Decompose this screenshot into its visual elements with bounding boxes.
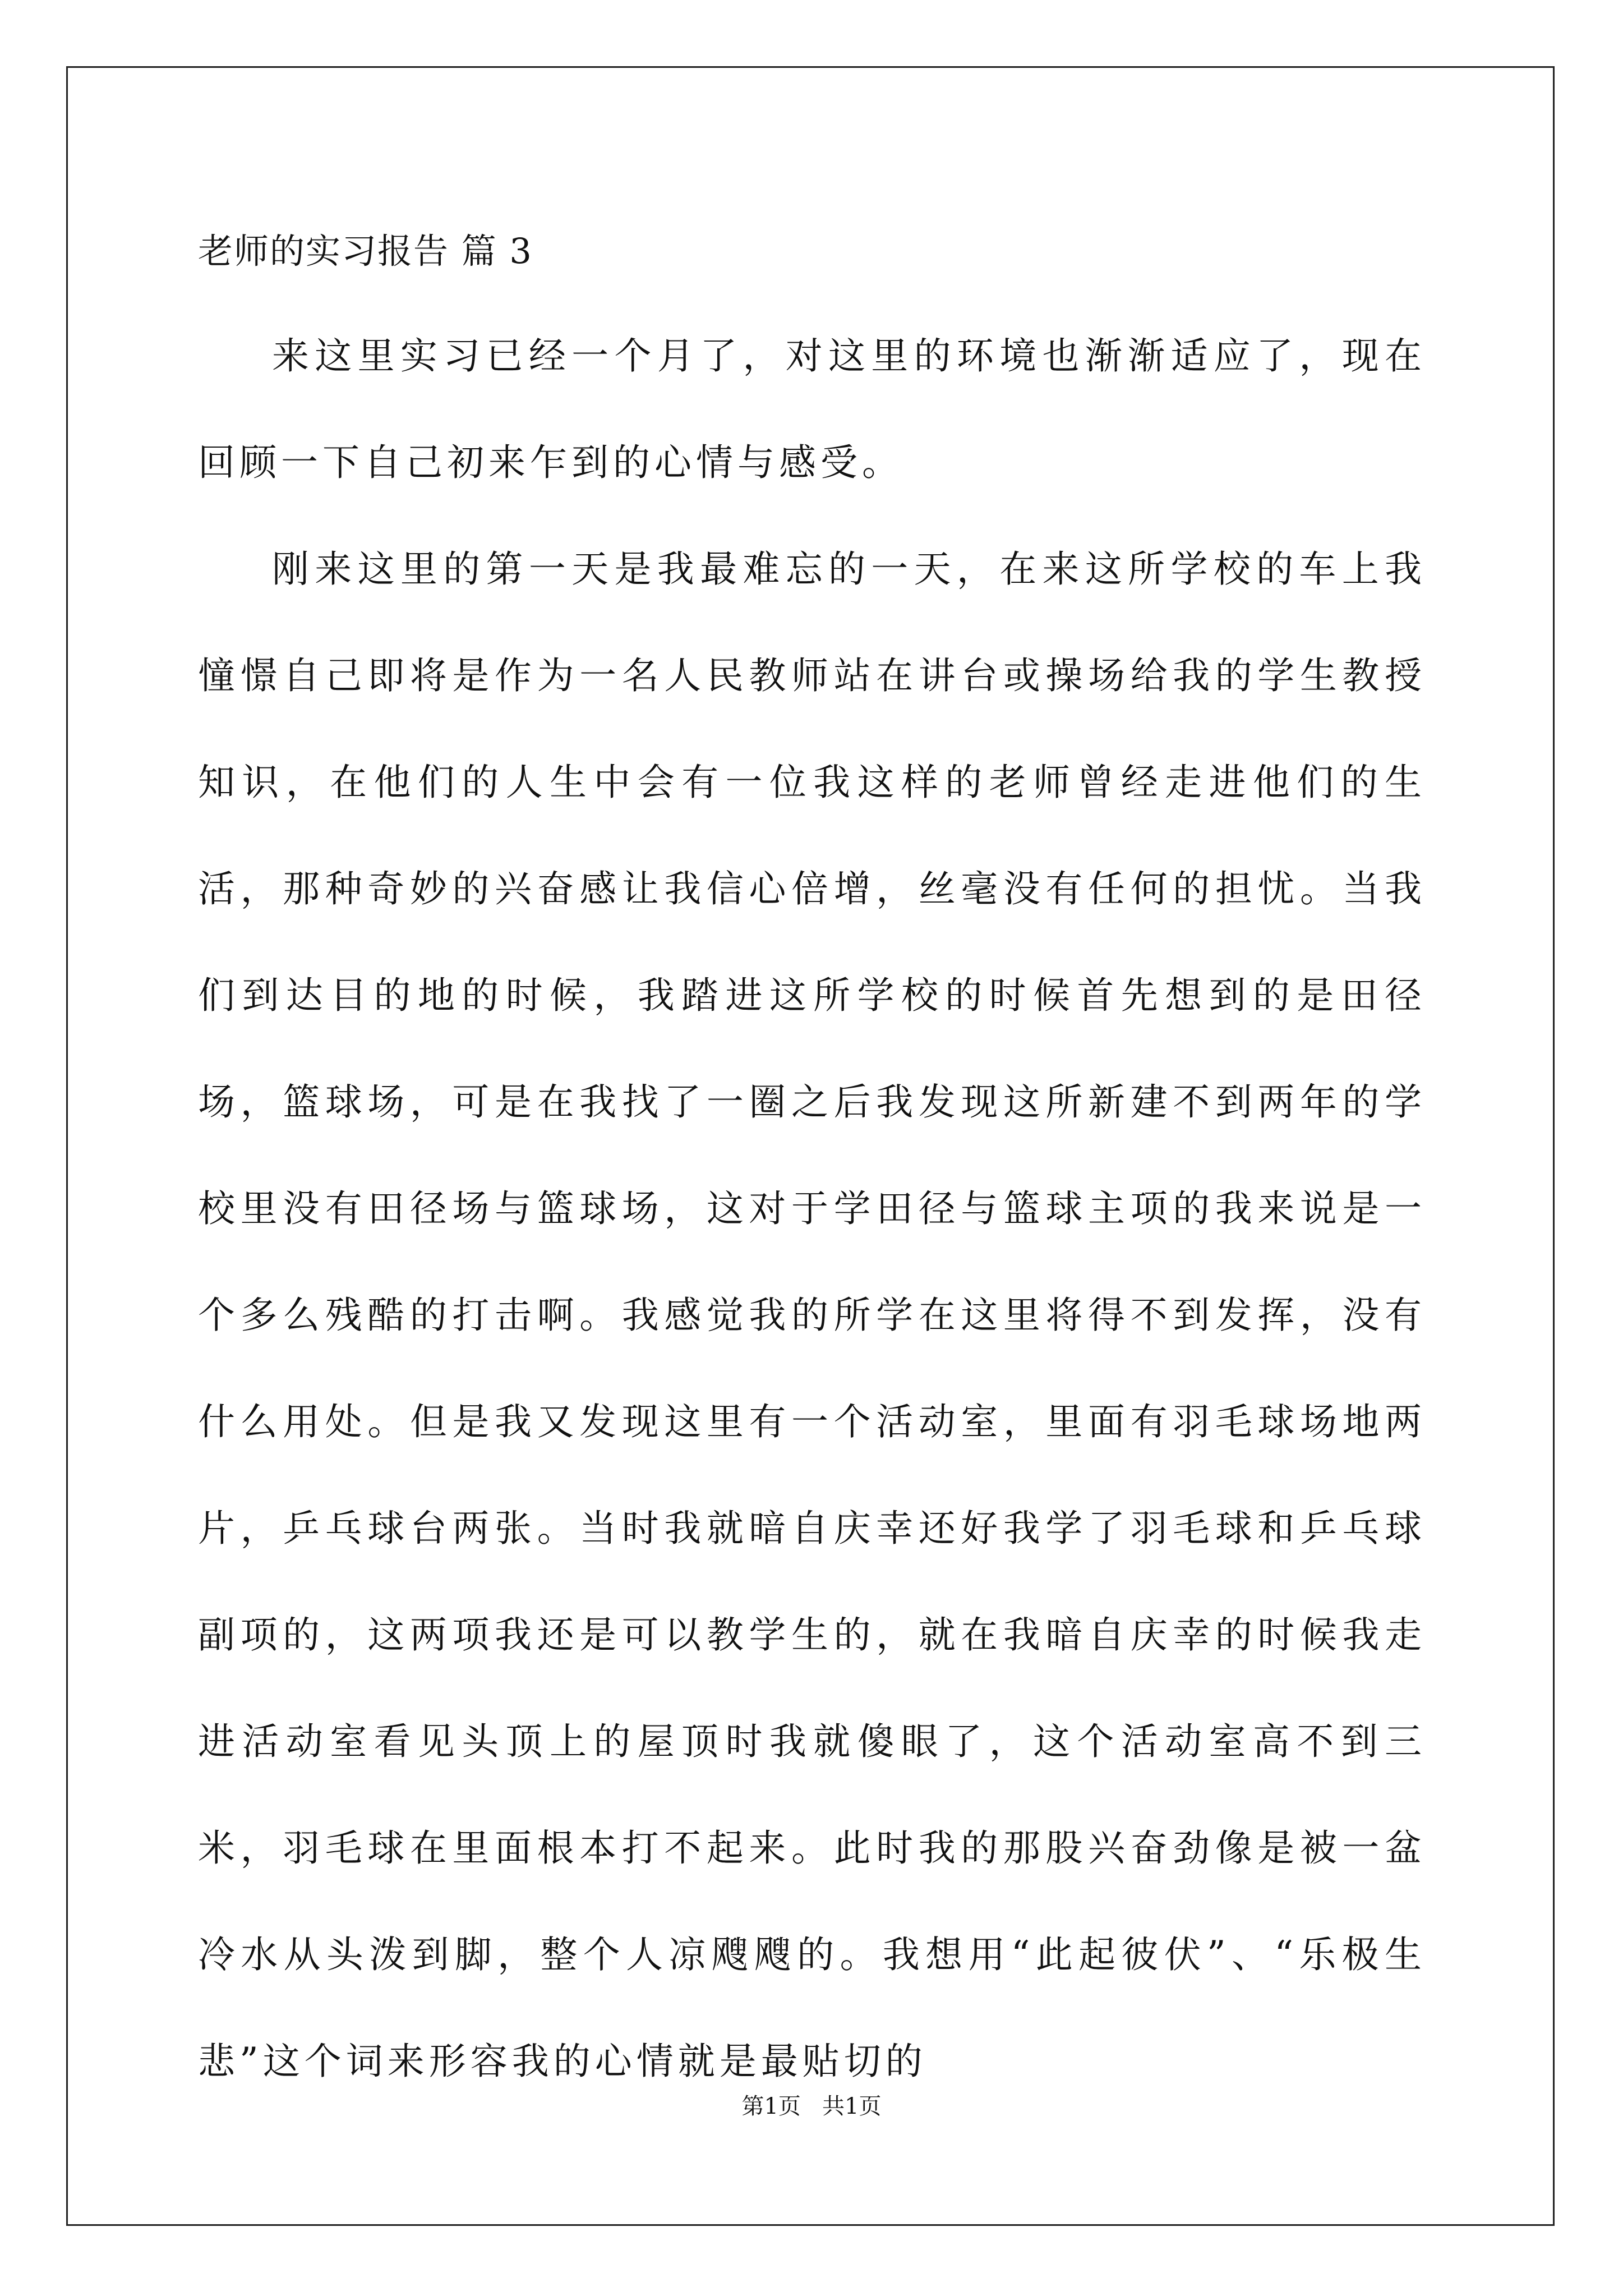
document-body	[198, 303, 1426, 2115]
paragraph-2: 刚来这里的第一天是我最难忘的一天，在来这所学校的车上我憧憬自己即将是作为一名人民教师站在讲台或操场给我的学生教授知识，在他们的人生中会有一位我这样的老师曾经走进他们的生活，那种奇妙的兴奋感让我信心倍增，丝毫没有任何的担忧。当我们到达目的地的时候，我踏进这所学校的时候首先想到的是田径场，篮球场，可是在我找了一圈之后我发现这所新建不到两年的学校里没有田径场与篮球场，这对于学田径与篮球主项的我来说是一个多么残酷的打击啊。我感觉我的所学在这里将得不到发挥，没有什么用处。但是我又发现这里有一个活动室，里面有羽毛球场地两片，乒乓球台两张。当时我就暗自庆幸还好我学了羽毛球和乒乓球副项的，这两项我还是可以教学生的，就在我暗自庆幸的时候我走进活动室看见头顶上的屋顶时我就傻眼了，这个活动室高不到三米，羽毛球在里面根本打不起来。此时我的那股兴奋劲像是被一盆冷水从头泼到脚，整个人凉飕飕的。我想用“此起彼伏”、“乐极生悲”这个词来形容我的心情就是最贴切的	[198, 547, 1426, 2083]
page-footer: 第1页 共1页	[741, 2093, 882, 2119]
paragraph-1: 来这里实习已经一个月了，对这里的环境也渐渐适应了，现在回顾一下自己初来乍到的心情与感受。	[198, 334, 1426, 484]
document-title: 老师的实习报告 篇 3	[198, 231, 533, 272]
